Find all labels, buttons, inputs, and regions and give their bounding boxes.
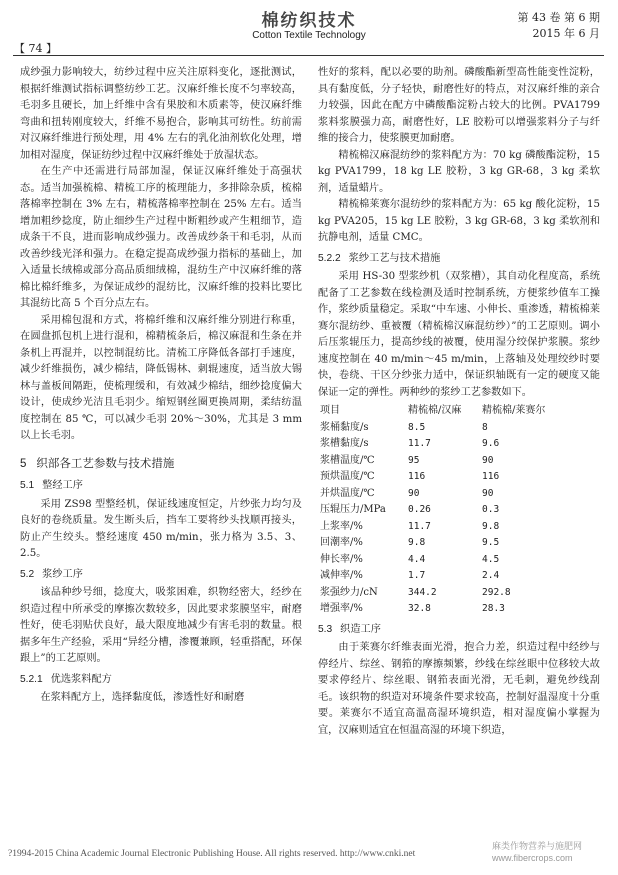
- table-cell: 9.8: [482, 520, 500, 532]
- table-cell: 上浆率/%: [320, 520, 363, 532]
- table-row: [318, 469, 568, 486]
- subsection-title: 整经工序: [42, 480, 83, 491]
- header-rule: [13, 55, 604, 56]
- table-row: [318, 601, 568, 618]
- sizing-parameter-table: [318, 403, 568, 618]
- paragraph: 在生产中还需进行局部加湿，保证汉麻纤维处于高强状态。适当加强梳棉、精梳工序的梳理能力，多排除杂质，梳棉落棉率控制在 3% 左右，精梳落棉率控制在 25% 左右。适当增加粗纱捻度，防止细纱生产过程中断粗纱或产生粗细节，造成条干不良，进而影响成纱强力。改善成纱条干和毛羽，从而改善纱线光泽和强力。在稳定提高成纱强力指标的基础上，加入适量长绒棉或部分高品质细绒棉，混纺生产中汉麻纤维的落棉比棉纤维多，为保证成纱的混纺比，汉麻纤维的投料比要比其混纺比高 5 个百分点左右。: [20, 166, 302, 309]
- table-cell: 116: [482, 471, 500, 482]
- table-header-cell: 精梳棉/汉麻: [408, 405, 462, 416]
- paragraph: 采用 HS-30 型浆纱机（双浆槽），其自动化程度高，系统配备了工艺参数在线检测及适时控制系统，方便浆纱值车工操作，浆纱质量稳定。采取“中车速、小伸长、重渗透，精梳棉莱赛尔混纺纱、重被覆（精梳棉汉麻混纺纱）”的工艺原则。调小后压浆辊压力，提高纱线的被覆，使用湿分绞保护浆膜。浆纱速度控制在 40 m/min～45 m/min，上落轴及处理绞纱时要快，卷绕、干区分纱张力适中，保证织轴既有一定的硬度又能保证一定的弹性。两种纱的浆纱工艺参数如下。: [318, 271, 600, 398]
- table-cell: 预烘温度/℃: [320, 471, 375, 482]
- table-cell: 8.5: [408, 421, 426, 433]
- watermark-cn: 麻类作物营养与施肥网: [492, 841, 583, 851]
- right-column: [318, 65, 600, 739]
- paragraph: 精梳棉汉麻混纺纱的浆料配方为：70 kg 磷酸酯淀粉，15 kg PVA1799，18 kg LE 胶粉，3 kg GR-68，3 kg 柔软剂，适量蜡片。: [318, 149, 600, 194]
- table-cell: 2.4: [482, 570, 500, 581]
- subsection-number: 5.2: [20, 568, 35, 580]
- table-cell: 95: [408, 454, 420, 466]
- table-row: [318, 486, 568, 503]
- table-row: [318, 519, 568, 536]
- table-cell: 4.4: [408, 553, 426, 565]
- subsection-heading-5-3: [318, 622, 600, 639]
- subsection-heading-5-1: [20, 478, 302, 495]
- subsection-heading-5-2-2: [318, 251, 600, 268]
- copyright-footer: ?1994-2015 China Academic Journal Electronic Publishing House. All rights reserved. http://www.cnki.net: [8, 849, 416, 859]
- journal-logo-cn: 棉纺织技术: [261, 11, 357, 31]
- subsection-heading-5-2-1: [20, 672, 302, 689]
- volume-issue: 第 43 卷 第 6 期: [517, 11, 600, 24]
- paragraph: 采用 ZS98 型整经机，保证线速度恒定，片纱张力均匀及良好的卷绕质量。发生断头后，挡车工要将纱头找顺再接头，防止产生绞头。整经速度 450 m/min，张力格为 3.5、3、2.5。: [20, 498, 302, 559]
- table-header-cell: 精梳棉/莱赛尔: [482, 405, 546, 416]
- table-cell: 浆槽温度/℃: [320, 454, 375, 466]
- table-cell: 9.5: [482, 537, 500, 548]
- table-cell: 90: [482, 454, 494, 466]
- subsection-number: 5.2.1: [20, 673, 43, 685]
- table-row: [318, 502, 568, 519]
- section-number: 5: [20, 457, 27, 470]
- paragraph: 采用棉包混和方式，将棉纤维和汉麻纤维分别进行称重，在圆盘抓包机上进行混和，棉精梳条后，棉汉麻混和生条在并条机上再混并，以控制混纺比。清梳工序降低各部打手速度，减少纤维损伤，减少棉结，降低锡林、刺辊速度，适当放大锡林与盖板间隔距，使梳理缓和，有效减少棉结，细纱捻度偏大设计，使成纱光洁且毛羽少。缩短钢丝圈更换周期，柔结纺温度控制在 85 ℃，可以减少毛羽 20%～30%，尤其是 3 mm 以上长毛羽。: [20, 314, 302, 441]
- table-cell: 344.2: [408, 586, 437, 598]
- table-cell: 浆槽黏度/s: [320, 438, 369, 449]
- table-cell: 9.8: [408, 537, 426, 548]
- table-cell: 压辊压力/MPa: [320, 504, 386, 515]
- publish-date: 2015 年 6 月: [532, 27, 600, 40]
- page-number: 【 74 】: [14, 42, 57, 55]
- paragraph: 在浆料配方上，选择黏度低，渗透性好和耐磨: [40, 692, 245, 703]
- table-cell: 8: [482, 421, 488, 433]
- subsection-number: 5.2.2: [318, 252, 341, 264]
- table-header-cell: 项目: [320, 405, 340, 416]
- paragraph: 性好的浆料，配以必要的助剂。磷酸酯新型高性能变性淀粉，具有黏度低，分子轻快，耐磨性好的特点，对汉麻纤维的亲合力较强，因此在配方中磷酸酯淀粉占较大的比例。PVA1799 浆料浆膜强力高，耐磨性好，LE 胶粉可以增强浆料分子与纤维的接合力，使浆膜更加耐磨。: [318, 67, 600, 144]
- watermark-url: www.fibercrops.com: [492, 853, 573, 863]
- section-heading-5: [20, 455, 302, 473]
- table-cell: 0.3: [482, 504, 500, 515]
- subsection-number: 5.1: [20, 480, 35, 491]
- table-cell: 增强率/%: [320, 603, 363, 614]
- left-column: [20, 65, 302, 707]
- table-cell: 292.8: [482, 586, 511, 598]
- table-cell: 90: [408, 487, 420, 499]
- paragraph: 成纱强力影响较大，纺纱过程中应关注原料变化，逐批测试，根据纤维测试指标调整纺纱工艺。汉麻纤维长度不匀率较高，毛羽多且硬长，加上纤维中含有果胶和木质素等，使汉麻纤维弯曲和扭转刚度较大，纤维不易抱合，影响其可纺性。纺前需对汉麻纤维进行预处理，用 4% 左右的乳化油剂软化处理，增加相对湿度，保证纺纱过程中汉麻纤维处于放湿状态。: [20, 67, 302, 161]
- table-row: [318, 420, 568, 437]
- table-cell: 9.6: [482, 438, 500, 449]
- table-cell: 浆桶黏度/s: [320, 421, 369, 433]
- table-cell: 伸长率/%: [320, 553, 363, 565]
- table-row: [318, 535, 568, 552]
- table-cell: 0.26: [408, 504, 431, 515]
- issue-info: [518, 10, 600, 42]
- paragraph: 该品种纱号细，捻度大，吸浆困难，织物经密大，经纱在织造过程中所承受的摩擦次数较多，因此要求浆膜坚牢，耐磨性好，使毛羽贴伏良好，最大限度地减少有害毛羽的数量。根据多年生产经验，采用“异经分槽，渗覆兼顾，轻重搭配，环保跟上”的工艺原则。: [20, 587, 302, 664]
- table-cell: 116: [408, 471, 426, 482]
- subsection-title: 浆纱工艺与技术措施: [348, 252, 441, 264]
- table-cell: 1.7: [408, 570, 426, 581]
- table-cell: 4.5: [482, 553, 500, 565]
- table-cell: 减伸率/%: [320, 570, 363, 581]
- table-cell: 回潮率/%: [320, 537, 363, 548]
- table-cell: 浆强纱力/cN: [320, 586, 378, 598]
- section-title: 织部各工艺参数与技术措施: [36, 455, 175, 470]
- subsection-title: 浆纱工序: [42, 568, 83, 580]
- table-header-row: [318, 403, 568, 420]
- table-row: [318, 568, 568, 585]
- table-cell: 32.8: [408, 603, 431, 614]
- paragraph: 由于莱赛尔纤维表面光滑，抱合力差，织造过程中经纱与停经片、综丝、钢筘的摩擦频繁，纱线在综丝眼中位移较大故要求停经片、综丝眼、钢筘表面光滑，无毛刺，避免纱线刮毛。该织物的织造对环境条件要求较高，控制好温湿度十分重要。莱赛尔不适宜高温高湿环境织造，相对湿度偏小掌握为宜，汉麻则适宜在恒温高湿的环境下织造，: [318, 642, 600, 736]
- table-cell: 并烘温度/℃: [320, 487, 375, 499]
- paragraph: 精梳棉莱赛尔混纺纱的浆料配方为：65 kg 酸化淀粉，15 kg PVA205，15 kg LE 胶粉，3 kg GR-68，3 kg 柔软剂和抗静电剂，适量 CMC。: [318, 199, 600, 243]
- table-row: [318, 453, 568, 470]
- table-cell: 11.7: [408, 520, 431, 532]
- journal-title-en: Cotton Textile Technology: [252, 30, 366, 41]
- table-row: [318, 585, 568, 602]
- table-row: [318, 436, 568, 453]
- subsection-number: 5.3: [318, 623, 333, 635]
- watermark: [492, 840, 616, 864]
- table-cell: 11.7: [408, 438, 431, 449]
- subsection-heading-5-2: [20, 567, 302, 584]
- table-cell: 28.3: [482, 603, 505, 614]
- subsection-title: 织造工序: [340, 623, 381, 635]
- table-row: [318, 552, 568, 569]
- subsection-title: 优选浆料配方: [50, 673, 112, 685]
- table-cell: 90: [482, 487, 494, 499]
